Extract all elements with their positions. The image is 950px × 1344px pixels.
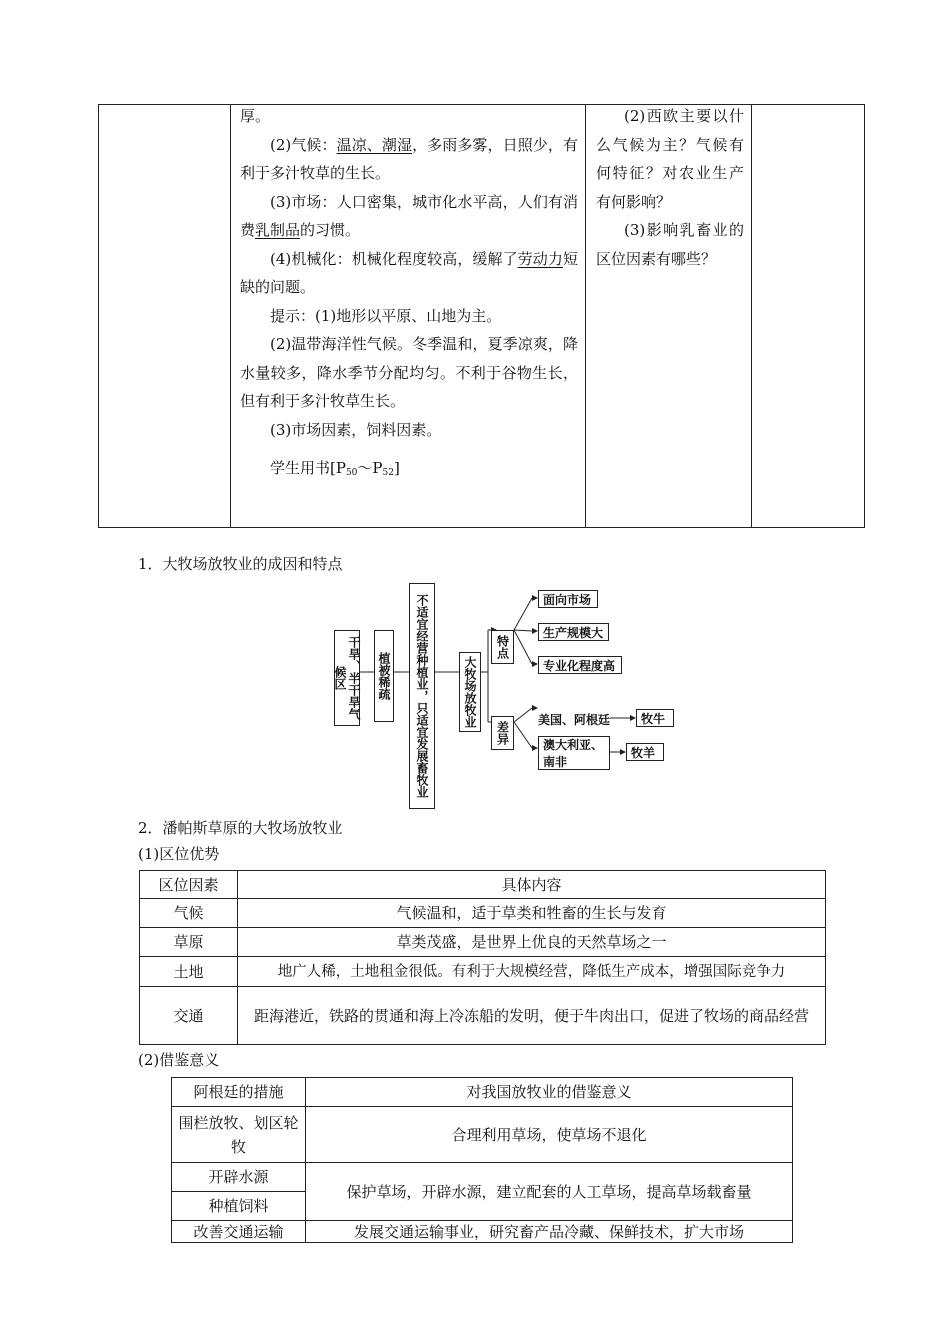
climate-blank-1: 温凉 [336, 135, 367, 154]
difference-animal-2-box: 牧羊 [626, 743, 664, 761]
difference-animal-1-box: 牧牛 [636, 709, 674, 727]
significance-table [171, 1077, 793, 1243]
center-ranching-box: 大牧场放牧业 [459, 652, 481, 732]
feature-box-2: 生产规模大 [538, 623, 609, 641]
table-row: 种植饲料 [172, 1192, 793, 1221]
section-2-title: 2．潘帕斯草原的大牧场放牧业 [138, 819, 343, 837]
header-cell-content: 具体内容 [238, 871, 826, 899]
mechanization-blank: 劳动力 [517, 249, 563, 268]
question-3: (3)影响乳畜业的区位因素有哪些？ [596, 221, 744, 268]
climate-paragraph: (2)气候：温凉、潮湿，多雨多雾，日照少，有利于多汁牧草的生长。 [240, 135, 578, 182]
top-table-question-column [596, 102, 744, 273]
subsection-location-advantages: (1)区位优势 [138, 845, 220, 863]
table-row: 气候 气候温和，适于草类和牲畜的生长与发育 [140, 899, 826, 928]
hint-3: (3)市场因素，饲料因素。 [270, 420, 442, 439]
features-label-box: 特点 [491, 630, 514, 664]
question-2: (2)西欧主要以什么气候为主？气候有何特征？对农业生产有何影响？ [596, 107, 744, 211]
section-1-title: 1．大牧场放牧业的成因和特点 [138, 555, 343, 573]
climate-blank-2: 潮湿 [381, 135, 413, 154]
location-advantages-table [139, 870, 826, 1045]
table-row: 草原 草类茂盛，是世界上优良的天然草场之一 [140, 928, 826, 957]
table-row: 交通 距海港近，铁路的贯通和海上冷冻船的发明，便于牛肉出口，促进了牧场的商品经营 [140, 987, 826, 1045]
feature-box-3: 专业化程度高 [538, 656, 622, 674]
market-paragraph: (3)市场：人口密集，城市化水平高，人们有消费乳制品的习惯。 [240, 192, 578, 239]
subsection-significance: (2)借鉴意义 [138, 1051, 220, 1069]
difference-region-2-box: 澳大利亚、 南非 [538, 736, 610, 770]
header-cell-meaning: 对我国放牧业的借鉴意义 [306, 1078, 793, 1107]
table-row: 改善交通运输 发展交通运输事业，研究畜产品冷藏、保鲜技术，扩大市场 [172, 1221, 793, 1243]
cause-climate-box: 干旱、半干旱气候区 [334, 630, 360, 726]
cause-vegetation-box: 植被稀疏 [374, 630, 394, 722]
top-table-divider-1 [230, 104, 231, 528]
table-header-row [172, 1078, 793, 1107]
market-blank: 乳制品 [255, 221, 301, 239]
table-header-row [140, 871, 826, 899]
cause-agriculture-box: 不适宜经营种植业，只适宜发展畜牧业 [409, 583, 435, 809]
difference-region-1: 美国、阿根廷 [538, 713, 611, 727]
hint-1: 提示：(1)地形以平原、山地为主。 [270, 306, 502, 325]
ranching-diagram [320, 580, 666, 815]
hint-2: (2)温带海洋性气候。冬季温和，夏季凉爽，降水量较多，降水季节分配均匀。不利于谷物生长，但有利于多汁牧草生长。 [240, 335, 578, 410]
header-cell-factor: 区位因素 [140, 871, 238, 899]
table-row: 开辟水源 保护草场，开辟水源，建立配套的人工草场，提高草场载畜量 [172, 1163, 793, 1192]
top-table-divider-2 [585, 104, 586, 528]
content-line-1: 厚。 [240, 107, 271, 125]
mechanization-paragraph: (4)机械化：机械化程度较高，缓解了劳动力短缺的问题。 [240, 249, 578, 296]
top-table-divider-3 [751, 104, 752, 528]
difference-label-box: 差异 [491, 716, 514, 750]
header-cell-measure: 阿根廷的措施 [172, 1078, 306, 1107]
top-table-content-column [240, 102, 578, 488]
feature-box-1: 面向市场 [538, 590, 598, 608]
table-row: 土地 地广人稀，土地租金很低。有利于大规模经营，降低生产成本，增强国际竞争力 [140, 957, 826, 987]
table-row: 围栏放牧、划区轮牧 合理利用草场，使草场不退化 [172, 1107, 793, 1163]
student-book-reference: 学生用书$[P_{50}\sim P_{52}]$ [270, 459, 400, 478]
